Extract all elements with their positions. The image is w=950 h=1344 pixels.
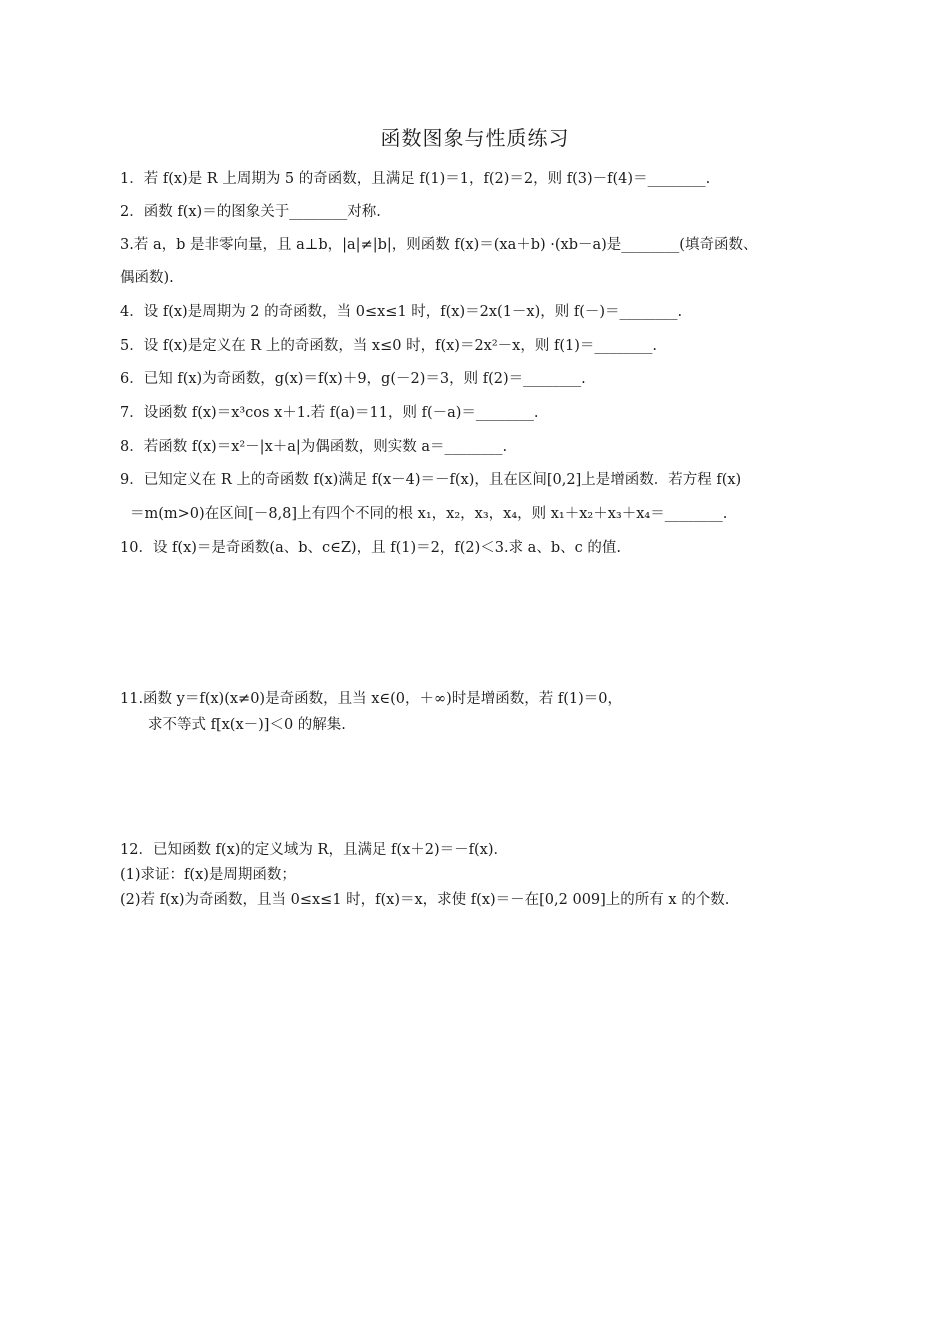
question-12-part-2: (2)若 f(x)为奇函数，且当 0≤x≤1 时，f(x)＝x，求使 f(x)＝－在[0,2 009]上的所有 x 的个数. [120, 892, 730, 908]
question-2: 2．函数 f(x)＝的图象关于________对称. [120, 204, 381, 220]
question-3-continued: 偶函数). [120, 270, 174, 286]
question-4: 4．设 f(x)是周期为 2 的奇函数，当 0≤x≤1 时，f(x)＝2x(1－x)，则 f(－)＝________. [120, 304, 683, 320]
page-title: 函数图象与性质练习 [380, 126, 570, 150]
question-9-continued: ＝m(m>0)在区间[－8,8]上有四个不同的根 x₁，x₂，x₃，x₄，则 x₁＋x₂＋x₃＋x₄＝________. [130, 506, 728, 522]
question-12-part-1: (1)求证：f(x)是周期函数； [120, 867, 296, 883]
question-1: 1．若 f(x)是 R 上周期为 5 的奇函数，且满足 f(1)＝1，f(2)＝2，则 f(3)－f(4)＝________. [120, 171, 711, 187]
question-11-continued: 求不等式 f[x(x－)]＜0 的解集. [148, 717, 346, 733]
question-8: 8．若函数 f(x)＝x²－|x＋a|为偶函数，则实数 a＝________. [120, 439, 508, 455]
question-11: 11.函数 y＝f(x)(x≠0)是奇函数，且当 x∈(0，＋∞)时是增函数，若 f(1)＝0， [120, 691, 622, 707]
question-12: 12．已知函数 f(x)的定义域为 R，且满足 f(x＋2)＝－f(x)． [120, 842, 508, 858]
question-6: 6．已知 f(x)为奇函数，g(x)＝f(x)＋9，g(－2)＝3，则 f(2)＝________. [120, 371, 586, 387]
question-3: 3.若 a，b 是非零向量，且 a⊥b，|a|≠|b|，则函数 f(x)＝(xa＋b) ·(xb－a)是________(填奇函数、 [120, 237, 758, 253]
question-9: 9．已知定义在 R 上的奇函数 f(x)满足 f(x－4)＝－f(x)，且在区间[0,2]上是增函数．若方程 f(x) [120, 472, 742, 488]
question-10: 10．设 f(x)＝是奇函数(a、b、c∈Z)，且 f(1)＝2，f(2)＜3.求 a、b、c 的值. [120, 540, 621, 556]
question-7: 7．设函数 f(x)＝x³cos x＋1.若 f(a)＝11，则 f(－a)＝________. [120, 405, 539, 421]
question-5: 5．设 f(x)是定义在 R 上的奇函数，当 x≤0 时，f(x)＝2x²－x，则 f(1)＝________. [120, 338, 657, 354]
